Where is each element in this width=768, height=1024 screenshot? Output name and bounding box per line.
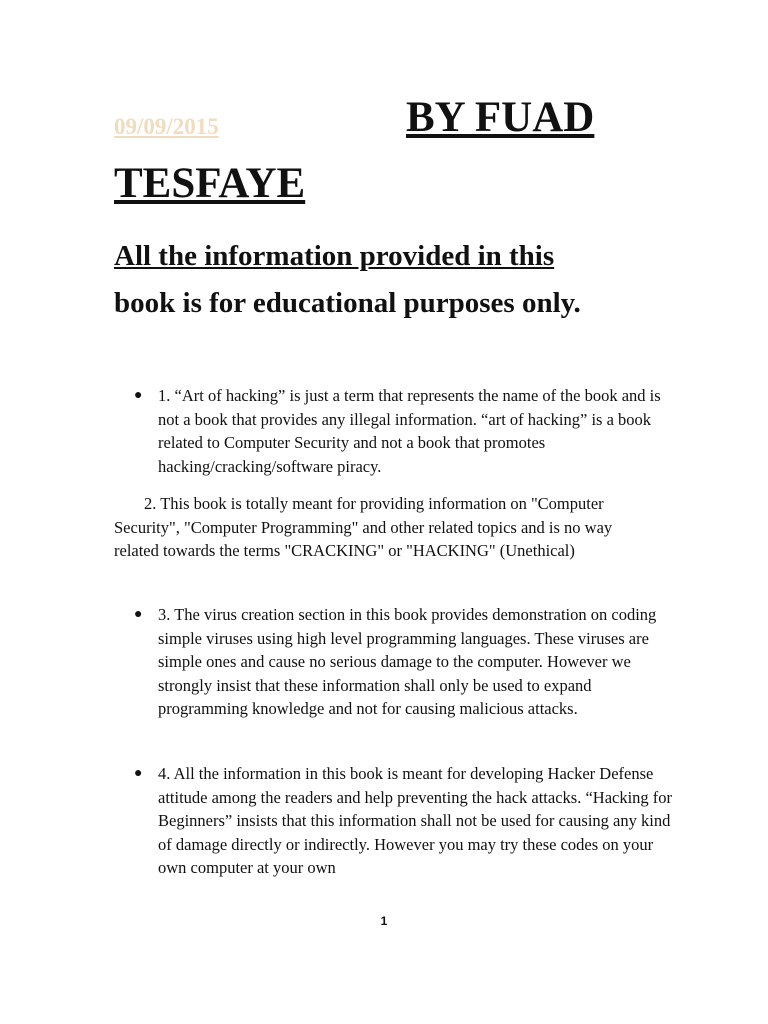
bullet-dot-icon: ● [134,766,143,781]
document-date: 09/09/2015 [114,114,219,139]
list-item-text: 3. The virus creation section in this book provides demonstration on coding simple viruses using high level programming languages. These viruses are simple ones and cause no serious damage to the computer. However we strongly insist that these information shall only be used to expand programming knowledge and not for causing malicious attacks. [158,605,657,719]
list-item-text: 1. “Art of hacking” is just a term that represents the name of the book and is not a book that provides any illegal information. “art of hacking” is a book related to Computer Security and not a book that promotes hacking/cracking/software piracy. [158,386,661,476]
list-item [134,603,674,721]
list-item [134,384,674,478]
paragraph-item-2 [114,492,654,563]
bullet-list-1 [134,384,674,478]
author-byline: BY FUAD [406,94,595,141]
disclaimer-underlined-text: All the information provided in this [114,240,555,272]
bullet-list-2 [134,603,674,721]
list-item [134,762,674,880]
bullet-dot-icon: ● [134,607,143,622]
bullet-dot-icon: ● [134,388,143,403]
bullet-list-3 [134,762,674,880]
page-number: 1 [380,914,388,928]
list-item-text: 4. All the information in this book is meant for developing Hacker Defense attitude among the readers and help preventing the hack attacks. “Hacking for Beginners” insists that this information shall not be used for causing any kind of damage directly or indirectly. However you may try these codes on your own computer at your own [158,764,673,878]
paragraph-text: 2. This book is totally meant for providing information on "Computer Security", "Computer Programming" and other related topics and is no way related towards the terms "CRACKING" or "HACKING" (Unethical) [114,494,613,561]
disclaimer-heading [114,233,674,327]
disclaimer-rest-text: book is for educational purposes only. [114,287,581,319]
author-surname: TESFAYE [114,160,306,207]
